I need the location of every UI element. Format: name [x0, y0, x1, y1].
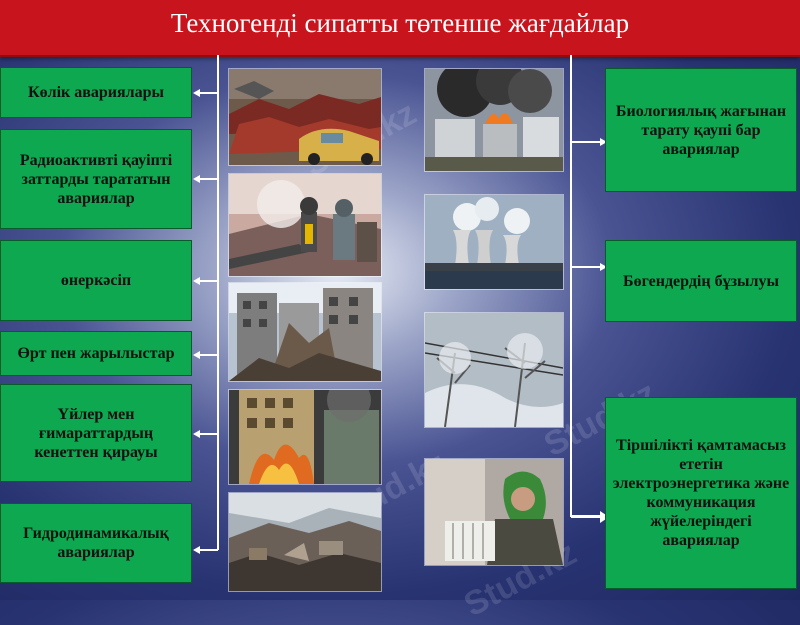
arrow-left-icon	[193, 277, 200, 285]
left-trunk-line	[217, 55, 219, 550]
box-building-collapse: Үйлер мен ғимараттардың кенеттен қирауы	[0, 384, 192, 482]
box-life-support-accidents: Тіршілікті қамтамасыз ететін электроэнергетика және коммуникация жүйелеріндегі авариялар	[605, 397, 797, 589]
oil-tank-fire-photo	[424, 68, 564, 172]
box-hydrodynamic-accidents: Гидродинамикалық авариялар	[0, 503, 192, 583]
right-branch-line	[571, 515, 601, 518]
arrow-left-icon	[193, 175, 200, 183]
destroyed-area-photo	[228, 492, 382, 592]
watermark: Stud.kz	[537, 373, 663, 465]
burning-building-photo	[228, 389, 382, 485]
radiation-responders-photo	[228, 173, 382, 277]
arrow-left-icon	[193, 430, 200, 438]
icy-power-lines-photo	[424, 312, 564, 428]
right-trunk-line	[570, 55, 572, 517]
box-transport-accidents: Көлік авариялары	[0, 67, 192, 118]
page-title: Техногенді сипатты төтенше жағдайлар	[170, 8, 630, 38]
watermark: Stud.kz	[327, 443, 453, 535]
collapsed-building-photo	[228, 282, 382, 382]
left-branch-line	[199, 92, 218, 94]
elderly-woman-heater-photo	[424, 458, 564, 566]
box-fires-explosions: Өрт пен жарылыстар	[0, 331, 192, 376]
cooling-towers-photo	[424, 194, 564, 290]
arrow-left-icon	[193, 546, 200, 554]
left-branch-line	[199, 280, 218, 282]
arrow-left-icon	[193, 89, 200, 97]
left-branch-line	[199, 433, 218, 435]
right-branch-line	[571, 266, 601, 268]
watermark: Stud.kz	[457, 533, 583, 625]
box-biological-accidents: Биологиялық жағынан тарату қаупі бар авариялар	[605, 68, 797, 192]
box-dam-failures: Бөгендердің бұзылуы	[605, 240, 797, 322]
left-branch-line	[199, 549, 218, 551]
car-wreck-photo	[228, 68, 382, 166]
arrow-left-icon	[193, 351, 200, 359]
box-radioactive-accidents: Радиоактивті қауіпті заттарды тарататын авариялар	[0, 129, 192, 229]
title-bar	[0, 0, 800, 57]
right-branch-line	[571, 141, 601, 143]
box-industry: өнеркәсіп	[0, 240, 192, 321]
left-branch-line	[199, 178, 218, 180]
left-branch-line	[199, 354, 218, 356]
